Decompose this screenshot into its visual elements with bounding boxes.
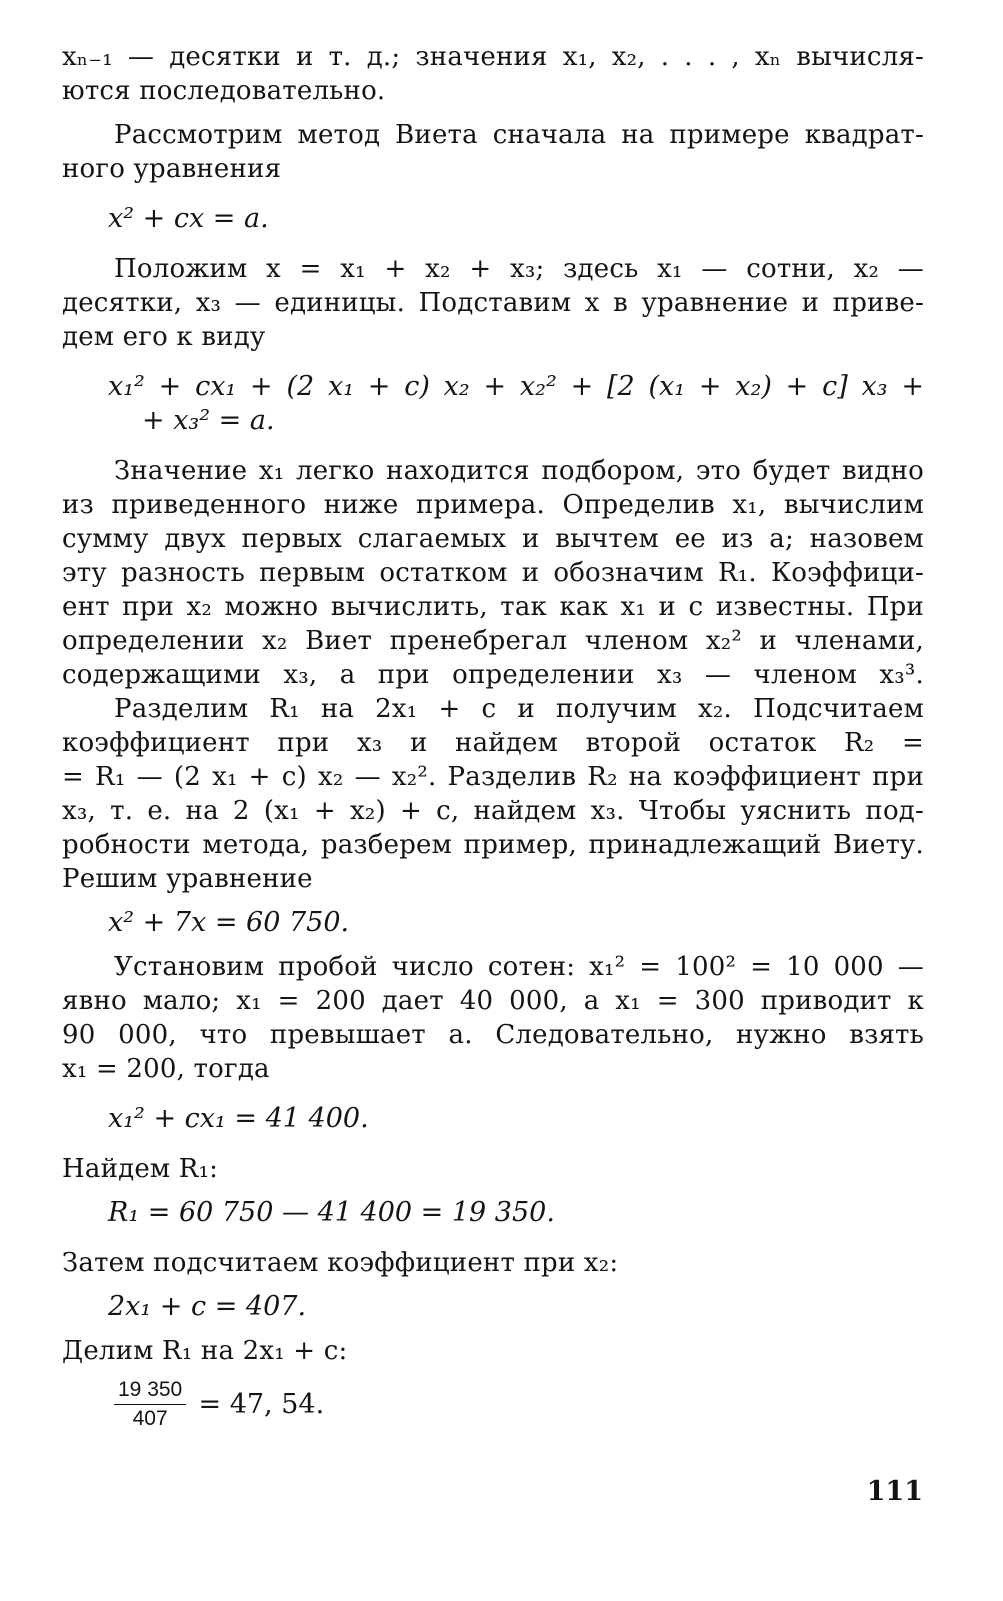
- fraction: [114, 1378, 186, 1431]
- fraction-result: = 47, 54.: [198, 1389, 325, 1420]
- text-line: Затем подсчитаем коэффициент при x₂:: [62, 1248, 619, 1278]
- text-line: Установим пробой число сотен: x₁² = 100² = 10 000 —: [114, 952, 924, 982]
- text-line: дем его к виду: [62, 322, 266, 352]
- text-line: Рассмотрим метод Виета сначала на примере квадрат-: [114, 120, 924, 150]
- text-line: Положим x = x₁ + x₂ + x₃; здесь x₁ — сотни, x₂ —: [114, 254, 924, 284]
- text-line: десятки, x₃ — единицы. Подставим x в уравнение и приве-: [62, 288, 924, 318]
- book-page-text: [62, 40, 924, 1442]
- equation-first-remainder: R₁ = 60 750 — 41 400 = 19 350.: [108, 1197, 555, 1228]
- equation-partial-sum: x₁² + cx₁ = 41 400.: [108, 1103, 369, 1134]
- text-line: робности метода, разберем пример, принадлежащий Виету.: [62, 830, 924, 860]
- text-line: коэффициент при x₃ и найдем второй остаток R₂ =: [62, 728, 924, 758]
- text-line: определении x₂ Виет пренебрегал членом x₂² и членами,: [62, 626, 924, 656]
- equation-coefficient: 2x₁ + c = 407.: [108, 1291, 307, 1322]
- equation-expanded-continuation: + x₃² = a.: [142, 405, 275, 436]
- equation-expanded: x₁² + cx₁ + (2 x₁ + c) x₂ + x₂² + [2 (x₁ + x₂) + c] x₃ +: [108, 371, 924, 402]
- text-line: эту разность первым остатком и обозначим R₁. Коэффици-: [62, 558, 924, 588]
- text-line: xₙ₋₁ — десятки и т. д.; значения x₁, x₂, . . . , xₙ вычисля-: [62, 42, 924, 72]
- text-line: x₁ = 200, тогда: [62, 1054, 270, 1084]
- text-line: = R₁ — (2 x₁ + c) x₂ — x₂². Разделив R₂ на коэффициент при: [62, 762, 924, 792]
- text-line: явно мало; x₁ = 200 дает 40 000, а x₁ = 300 приводит к: [62, 986, 924, 1016]
- text-line: Значение x₁ легко находится подбором, это будет видно: [114, 456, 924, 486]
- text-line: 90 000, что превышает a. Следовательно, нужно взять: [62, 1020, 924, 1050]
- fraction-denominator: 407: [132, 1407, 168, 1430]
- division-fraction: [62, 1378, 924, 1442]
- text-line: Разделим R₁ на 2x₁ + c и получим x₂. Подсчитаем: [114, 694, 924, 724]
- page-number: 111: [866, 1476, 923, 1507]
- equation-quadratic: x² + cx = a.: [108, 203, 269, 234]
- text-line: Делим R₁ на 2x₁ + c:: [62, 1336, 348, 1366]
- text-line: сумму двух первых слагаемых и вычтем ее из a; назовем: [62, 524, 924, 554]
- text-line: ного уравнения: [62, 154, 282, 184]
- equation-example: x² + 7x = 60 750.: [108, 907, 350, 938]
- text-line: содержащими x₃, а при определении x₃ — членом x₃³.: [62, 660, 924, 690]
- fraction-numerator: 19 350: [114, 1378, 186, 1405]
- text-line: ент при x₂ можно вычислить, так как x₁ и c известны. При: [62, 592, 924, 622]
- text-line: ются последовательно.: [62, 76, 386, 106]
- text-line: x₃, т. е. на 2 (x₁ + x₂) + c, найдем x₃. Чтобы уяснить под-: [62, 796, 924, 826]
- text-line: из приведенного ниже примера. Определив x₁, вычислим: [62, 490, 924, 520]
- text-line: Решим уравнение: [62, 864, 313, 894]
- text-line: Найдем R₁:: [62, 1154, 219, 1184]
